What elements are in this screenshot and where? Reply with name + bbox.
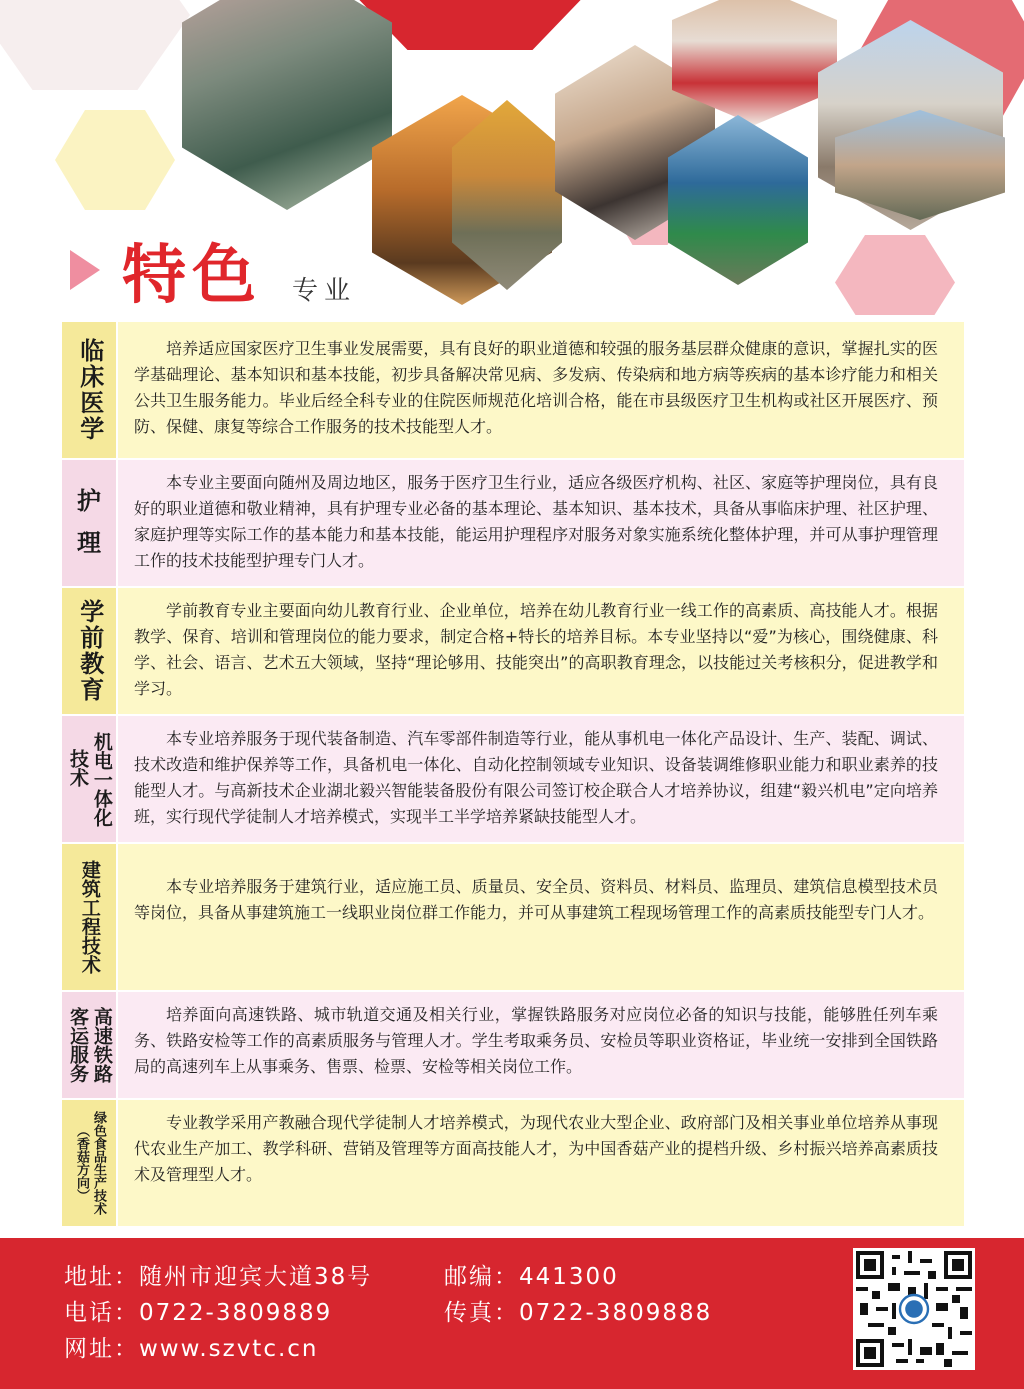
deco-hex-yellow [55,110,175,210]
fax-text: 传真：0722-3809888 [444,1300,713,1326]
deco-hex-light [0,0,190,90]
program-label-part: 高速铁路 [90,1007,113,1083]
program-label-part: 理 [77,529,101,557]
program-label: 建筑工程技术 [62,844,116,990]
footer-contact [0,1238,1024,1389]
program-label-part: 技术 [67,749,89,787]
program-label [62,716,116,842]
postcode-text: 邮编：441300 [444,1264,619,1290]
program-label-part: 机电一体化 [90,731,113,827]
program-label [62,1100,116,1226]
program-row-high-speed-rail [62,992,964,1098]
program-description: 专业教学采用产教融合现代学徒制人才培养模式，为现代农业大型企业、政府部门及相关事业单位培养从事现代农业生产加工、教学科研、营销及管理等方面高技能人才，为中国香菇产业的提档升级、乡村振兴培养高素质技术及管理型人才。 [118,1100,964,1226]
deco-hex-pink-right [835,235,955,315]
program-row-nursing [62,460,964,586]
program-row-construction-engineering [62,844,964,990]
program-row-preschool-education [62,588,964,714]
program-label [62,460,116,586]
address-text: 地址：随州市迎宾大道38号 [64,1264,373,1290]
program-label-part: 护 [77,487,101,516]
triangle-marker-icon [70,250,100,290]
phone-text: 电话：0722-3809889 [64,1300,333,1326]
program-label-part: 绿色食品生产技术 [90,1111,106,1215]
program-description: 本专业培养服务于现代装备制造、汽车零部件制造等行业，能从事机电一体化产品设计、生产、装配、调试、技术改造和维护保养等工作，具备机电一体化、自动化控制领域专业知识、设备装调维修职业能力和职业素养的技能型人才。与高新技术企业湖北毅兴智能装备股份有限公司签订校企联合人才培养协议，组建“毅兴机电”定向培养班，实行现代学徒制人才培养模式，实现半工半学培养紧缺技能型人才。 [118,716,964,842]
program-description: 培养面向高速铁路、城市轨道交通及相关行业，掌握铁路服务对应岗位必备的知识与技能，能够胜任列车乘务、铁路安检等工作的高素质服务与管理人才。学生考取乘务员、安检员等职业资格证，毕业统一安排到全国铁路局的高速列车上从事乘务、售票、检票、安检等相关岗位工作。 [118,992,964,1098]
program-label [62,992,116,1098]
header-collage [0,0,1024,315]
section-title-main: 特色 [122,238,262,313]
qr-code-icon [856,1251,972,1367]
photo-campus-blossom [182,0,392,210]
qr-code [853,1248,975,1370]
program-description: 培养适应国家医疗卫生事业发展需要，具有良好的职业道德和较强的服务基层群众健康的意识，掌握扎实的医学基础理论、基本知识和基本技能，初步具备解决常见病、多发病、传染病和地方病等疾病的基本诊疗能力和相关公共卫生服务能力。毕业后经全科专业的住院医师规范化培训合格，能在市县级医疗卫生机构或社区开展医疗、预防、保健、康复等综合工作服务的技术技能型人才。 [118,322,964,458]
section-title-sub: 专业 [292,276,357,306]
program-label-part: （香菇方向） [74,1124,89,1202]
program-label-part: 客运服务 [67,1007,89,1083]
program-row-clinical-medicine [62,322,964,458]
program-row-mechatronics [62,716,964,842]
program-description: 本专业主要面向随州及周边地区，服务于医疗卫生行业，适应各级医疗机构、社区、家庭等护理岗位，具有良好的职业道德和敬业精神，具有护理专业必备的基本理论、基本知识、基本技术，具备从事临床护理、社区护理、家庭护理等实际工作的基本能力和基本技能，能运用护理程序对服务对象实施系统化整体护理，并可从事护理管理工作的技术技能型护理专门人才。 [118,460,964,586]
program-label: 学前教育 [62,588,116,714]
website-link[interactable]: 网址：www.szvtc.cn [64,1336,319,1362]
program-description: 本专业培养服务于建筑行业，适应施工员、质量员、安全员、资料员、材料员、监理员、建筑信息模型技术员等岗位，具备从事建筑施工一线职业岗位群工作能力，并可从事建筑工程现场管理工作的高素质技能型专门人才。 [118,844,964,990]
program-row-green-food [62,1100,964,1226]
program-description: 学前教育专业主要面向幼儿教育行业、企业单位，培养在幼儿教育行业一线工作的高素质、高技能人才。根据教学、保育、培训和管理岗位的能力要求，制定合格+特长的培养目标。本专业坚持以“爱”为核心，围绕健康、科学、社会、语言、艺术五大领域，坚持“理论够用、技能突出”的高职教育理念，以技能过关考核积分，促进教学和学习。 [118,588,964,714]
program-label: 临床医学 [62,322,116,458]
